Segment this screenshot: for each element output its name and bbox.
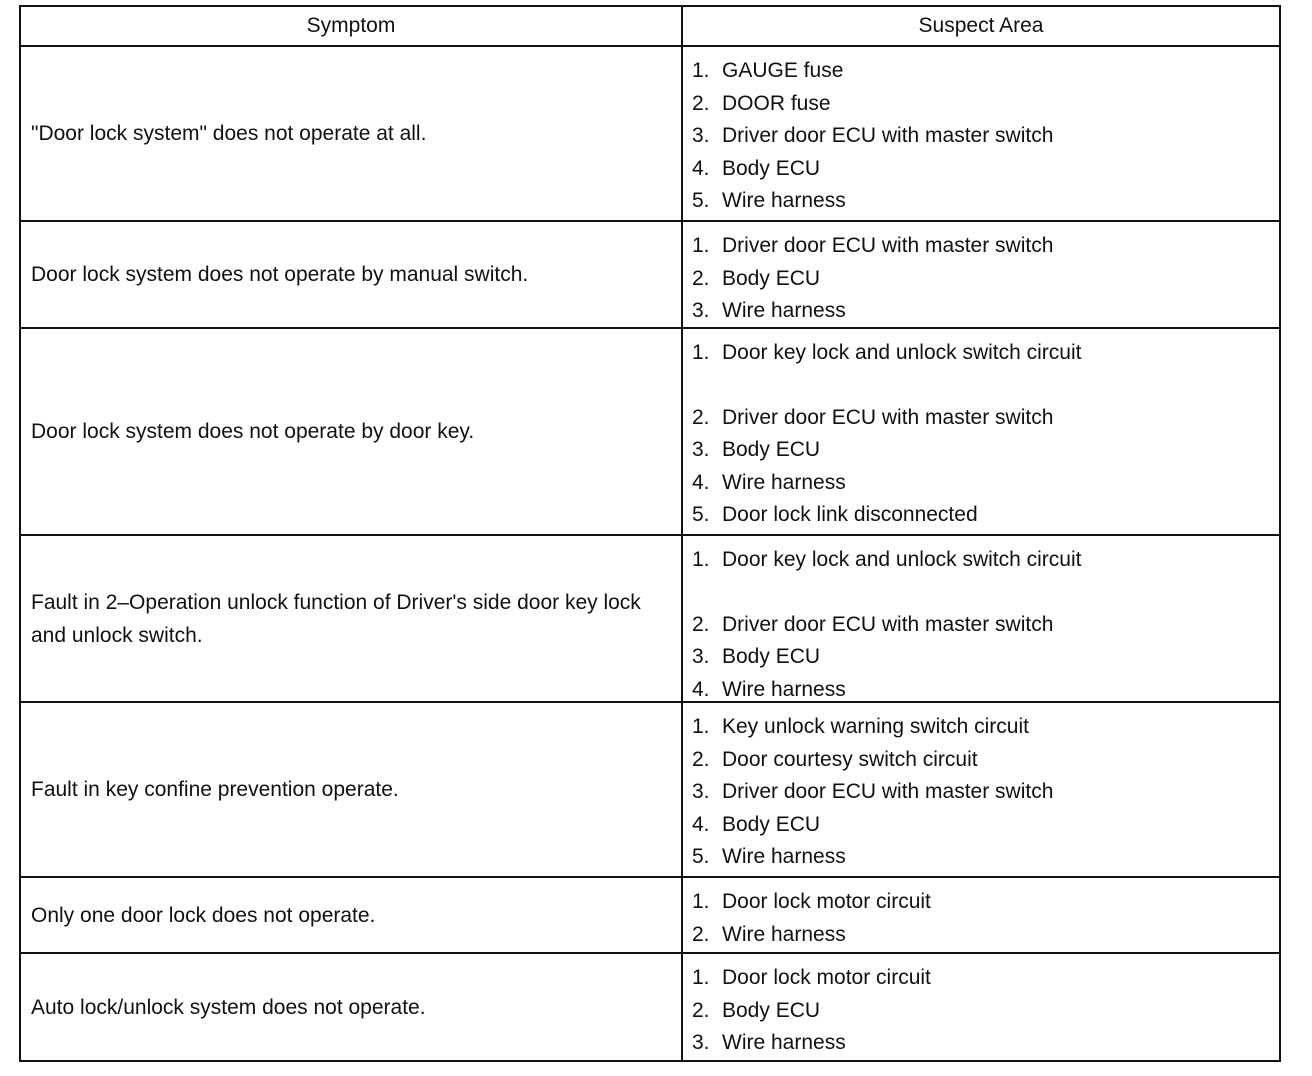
table-row <box>21 536 1279 703</box>
suspect-area-cell <box>683 703 1279 876</box>
table-row <box>21 222 1279 329</box>
symptom-cell: Fault in 2–Operation unlock function of Driver's side door key lock and unlock switch. <box>21 536 683 701</box>
symptom-cell: Door lock system does not operate by manual switch. <box>21 222 683 327</box>
suspect-item: 2. Wire harness <box>692 922 846 946</box>
suspect-item: 1. Key unlock warning switch circuit <box>692 715 1029 738</box>
table-row <box>21 329 1279 536</box>
symptom-cell: "Door lock system" does not operate at all. <box>21 47 683 220</box>
suspect-item: 1. GAUGE fuse <box>692 59 844 82</box>
suspect-area-cell <box>683 329 1279 534</box>
suspect-item: 1. Door lock motor circuit <box>692 890 931 913</box>
suspect-area-cell <box>683 878 1279 952</box>
suspect-item: 5. Wire harness <box>692 845 846 868</box>
suspect-item: 3. Wire harness <box>692 1031 846 1054</box>
table-row <box>21 703 1279 878</box>
suspect-item: 5. Door lock link disconnected <box>692 503 978 526</box>
suspect-area-cell <box>683 954 1279 1060</box>
suspect-item: 3. Wire harness <box>692 299 846 322</box>
suspect-item: 4. Body ECU <box>692 812 821 836</box>
suspect-area-cell <box>683 536 1279 701</box>
suspect-area-cell <box>683 222 1279 327</box>
suspect-area-cell <box>683 47 1279 220</box>
suspect-item: 1. Door lock motor circuit <box>692 966 931 989</box>
suspect-item: 3. Body ECU <box>692 438 821 461</box>
suspect-item: 4. Wire harness <box>692 470 846 494</box>
suspect-item: 3. Driver door ECU with master switch <box>692 780 1054 803</box>
suspect-item: 3. Body ECU <box>692 645 821 668</box>
symptom-cell: Fault in key confine prevention operate. <box>21 703 683 876</box>
symptom-cell: Auto lock/unlock system does not operate. <box>21 954 683 1060</box>
suspect-item: 2. Driver door ECU with master switch <box>692 405 1054 429</box>
suspect-item: 4. Wire harness <box>692 677 846 701</box>
header-symptom: Symptom <box>21 7 683 45</box>
table-row <box>21 878 1279 954</box>
table-row <box>21 47 1279 222</box>
table-row <box>21 954 1279 1060</box>
suspect-item: 5. Wire harness <box>692 189 846 212</box>
suspect-item: 1. Door key lock and unlock switch circuit <box>692 548 1082 571</box>
table-header <box>21 7 1279 47</box>
suspect-item: 1. Driver door ECU with master switch <box>692 234 1054 257</box>
troubleshooting-table <box>19 5 1281 1062</box>
symptom-cell: Door lock system does not operate by door key. <box>21 329 683 534</box>
header-suspect-area: Suspect Area <box>918 14 1044 37</box>
suspect-item: 1. Door key lock and unlock switch circuit <box>692 341 1082 364</box>
suspect-item: 4. Body ECU <box>692 156 821 180</box>
suspect-item: 2. Body ECU <box>692 266 821 290</box>
suspect-item: 2. Body ECU <box>692 998 821 1022</box>
suspect-item: 2. Door courtesy switch circuit <box>692 747 978 771</box>
symptom-cell: Only one door lock does not operate. <box>21 878 683 952</box>
suspect-item: 2. Driver door ECU with master switch <box>692 612 1054 636</box>
suspect-item: 3. Driver door ECU with master switch <box>692 124 1054 147</box>
suspect-item: 2. DOOR fuse <box>692 91 831 115</box>
